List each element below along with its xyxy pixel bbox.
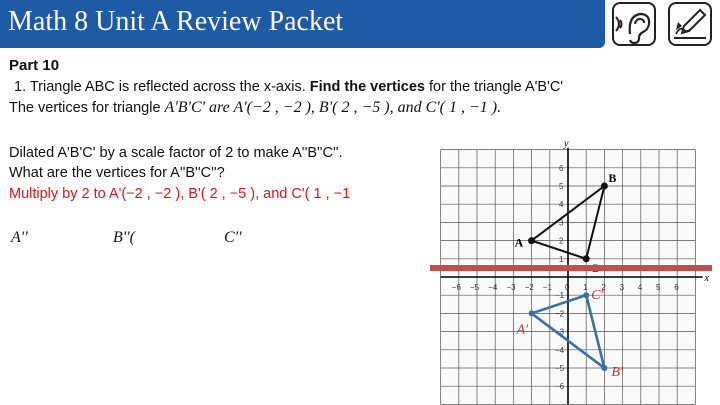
x-axis-label: x <box>704 273 709 284</box>
question-1-prefix: 1. Triangle ABC is reflected across the x-axis. <box>14 79 310 95</box>
answer-1-math: A'B'C' are A'(−2 , −2 ), B'( 2 , −5 ), and C'( 1 , −1 ). <box>164 99 502 116</box>
y-tick-label: −1 <box>555 291 565 301</box>
vertex-label-b: B <box>608 171 617 185</box>
y-tick-label: −4 <box>555 345 565 355</box>
question-2: What are the vertices for A''B''C''? <box>9 165 225 181</box>
x-tick-label: −5 <box>470 283 480 292</box>
vertex-b <box>601 183 608 190</box>
hand-writing-icon-graphic <box>670 4 710 44</box>
x-tick-label: −4 <box>488 283 498 292</box>
x-tick-label: 0 <box>565 283 570 292</box>
x-tick-label: 1 <box>583 283 588 292</box>
y-tick-label: 4 <box>559 200 564 210</box>
vertex-c <box>583 255 590 262</box>
vertex-label-b-prime: B' <box>611 365 623 380</box>
b-double-prime-label: B''( <box>113 229 135 246</box>
dilate-text <box>9 145 343 161</box>
vertex-label-c-prime: C' <box>591 288 604 304</box>
y-tick-label: 6 <box>559 163 564 173</box>
a-double-prime-label: A'' <box>11 229 28 246</box>
x-tick-label: 6 <box>674 283 679 292</box>
page-title: Math 8 Unit A Review Packet <box>8 6 344 37</box>
x-tick-label: 3 <box>619 283 625 292</box>
x-tick-label: −6 <box>451 283 461 292</box>
x-tick-label: −3 <box>506 283 516 292</box>
y-tick-label: 3 <box>559 218 564 228</box>
y-tick-label: −2 <box>555 309 565 319</box>
ear-sound-icon[interactable] <box>612 2 656 46</box>
y-tick-label: −5 <box>555 364 565 373</box>
vertex-label-a: A <box>514 235 524 250</box>
y-axis-label: y <box>564 138 569 150</box>
vertex-a-prime <box>529 310 535 316</box>
y-tick-label: 1 <box>559 254 564 264</box>
x-tick-label: −2 <box>524 283 534 292</box>
c-double-prime-label: C'' <box>224 229 242 246</box>
x-tick-label: −1 <box>542 283 552 292</box>
vertex-b-prime <box>601 365 607 371</box>
ear-sound-icon-graphic <box>614 4 654 44</box>
x-tick-label: 2 <box>601 283 606 292</box>
answer-1 <box>9 99 501 117</box>
coordinate-graph <box>430 120 720 405</box>
vertex-a <box>528 237 535 244</box>
y-tick-label: 5 <box>559 182 564 191</box>
x-tick-label: 5 <box>656 283 661 292</box>
y-tick-label: −3 <box>555 327 565 337</box>
y-tick-label: −6 <box>555 382 565 392</box>
vertex-c-prime <box>583 292 589 298</box>
dilate-text-content: Dilated A'B'C' by a scale factor of 2 to make A''B''C''. <box>9 145 343 161</box>
answer-1-prefix: The vertices for triangle <box>9 100 165 116</box>
reflection-line <box>430 265 712 271</box>
question-1-suffix: for the triangle A'B'C' <box>425 79 564 95</box>
question-1-bold: Find the vertices <box>309 79 425 95</box>
part-label: Part 10 <box>9 57 60 74</box>
x-tick-label: 4 <box>637 283 643 292</box>
y-tick-label: 2 <box>559 236 564 246</box>
vertex-label-a-prime: A' <box>516 322 529 338</box>
question-1 <box>14 79 563 95</box>
hand-writing-icon[interactable] <box>668 2 712 46</box>
multiply-text: Multiply by 2 to A'(−2 , −2 ), B'( 2 , −5 ), and C'( 1 , −1 <box>9 186 351 202</box>
